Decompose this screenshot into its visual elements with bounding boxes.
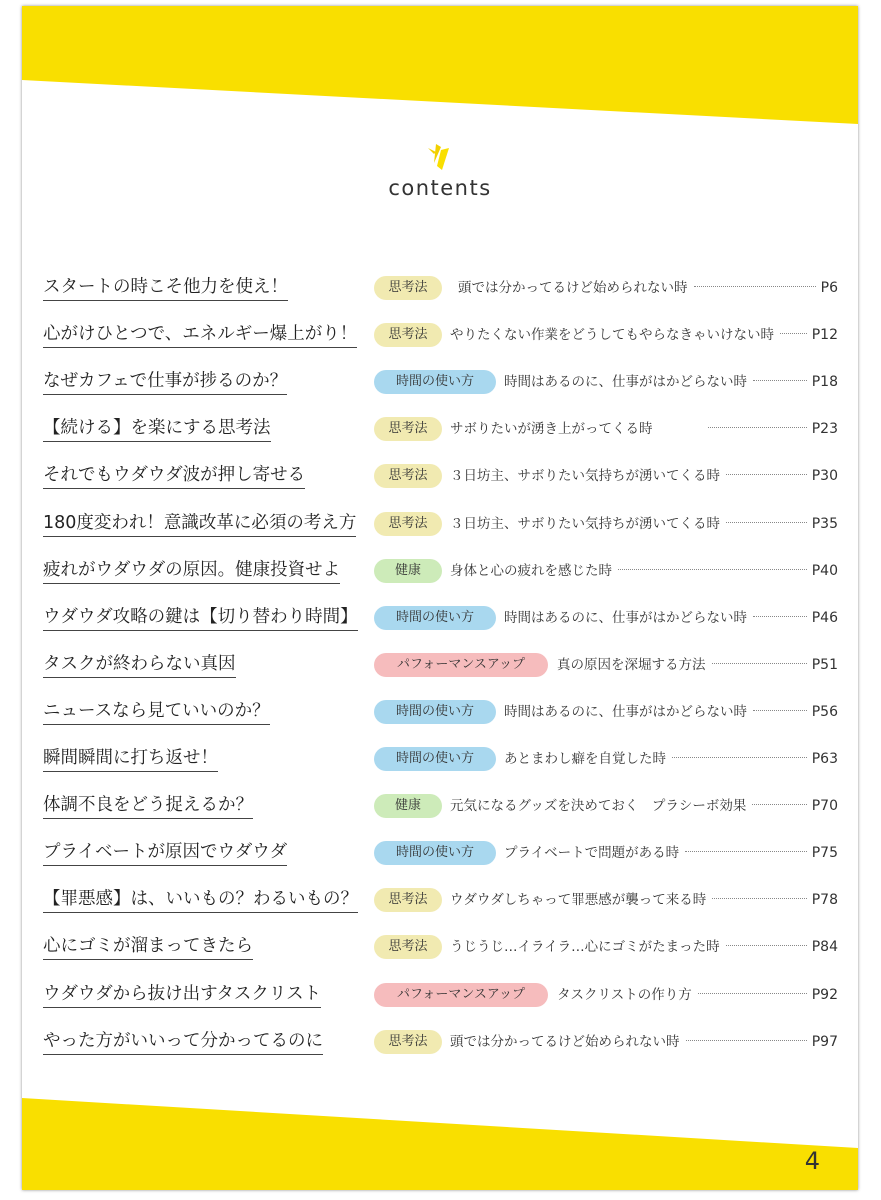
toc-entry-title[interactable]: ニュースなら見ていいのか？ bbox=[43, 700, 270, 725]
toc-entry-description: ３日坊主、サボりたい気持ちが湧いてくる時 bbox=[450, 515, 720, 532]
category-tag: 時間の使い方 bbox=[374, 606, 496, 630]
category-tag: 思考法 bbox=[374, 512, 442, 536]
category-tag: 思考法 bbox=[374, 1030, 442, 1054]
toc-entry-title[interactable]: 【続ける】を楽にする思考法 bbox=[43, 417, 271, 442]
toc-entry-title[interactable]: 心がけひとつで、エネルギー爆上がり！ bbox=[43, 323, 357, 348]
category-tag: 時間の使い方 bbox=[374, 841, 496, 865]
toc-entry-title[interactable]: 【罪悪感】は、いいもの？わるいもの？ bbox=[43, 888, 358, 913]
toc-entry-description: やりたくない作業をどうしてもやらなきゃいけない時 bbox=[450, 327, 774, 344]
toc-page-number: P78 bbox=[811, 892, 838, 909]
toc-page-number: P97 bbox=[811, 1033, 838, 1050]
toc-entry-title[interactable]: やった方がいいって分かってるのに bbox=[43, 1030, 323, 1055]
toc-page-number: P56 bbox=[811, 703, 838, 720]
toc-page-number: P46 bbox=[811, 609, 838, 626]
toc-page-number: P6 bbox=[820, 280, 838, 296]
category-tag: 健康 bbox=[374, 559, 442, 583]
toc-entry-title[interactable]: ウダウダから抜け出すタスクリスト bbox=[43, 983, 321, 1008]
category-tag: 思考法 bbox=[374, 935, 442, 959]
toc-page-number: P63 bbox=[811, 751, 838, 767]
bottom-yellow-band bbox=[22, 6, 858, 1190]
toc-page-number: P23 bbox=[811, 421, 838, 438]
page-number: 4 bbox=[804, 1147, 820, 1175]
toc-entry-description: 頭では分かってるけど始められない時 bbox=[458, 280, 688, 296]
category-tag: 思考法 bbox=[374, 323, 442, 347]
category-tag: 時間の使い方 bbox=[374, 747, 496, 771]
toc-page-number: P40 bbox=[811, 562, 838, 579]
category-tag: 時間の使い方 bbox=[374, 370, 496, 394]
toc-entry-description: プライベートで問題がある時 bbox=[504, 845, 680, 862]
category-tag: パフォーマンスアップ bbox=[374, 983, 548, 1007]
category-tag: 思考法 bbox=[374, 888, 442, 912]
toc-entry-description: 時間はあるのに、仕事がはかどらない時 bbox=[504, 703, 747, 720]
toc-entry-title[interactable]: 瞬間瞬間に打ち返せ！ bbox=[43, 747, 218, 772]
toc-page-number: P18 bbox=[811, 374, 838, 391]
toc-entry-title[interactable]: 180度変われ！意識改革に必須の考え方 bbox=[43, 512, 356, 537]
page-title: contents bbox=[388, 176, 492, 200]
toc-entry-description: 時間はあるのに、仕事がはかどらない時 bbox=[504, 609, 747, 626]
category-tag: 思考法 bbox=[374, 417, 442, 441]
category-tag: 思考法 bbox=[374, 464, 442, 488]
toc-entry-title[interactable]: スタートの時こそ他力を使え！ bbox=[43, 276, 288, 301]
toc-page-number: P51 bbox=[811, 656, 838, 673]
toc-entry-description: うじうじ…イライラ…心にゴミがたまった時 bbox=[450, 939, 720, 956]
toc-entry-title[interactable]: タスクが終わらない真因 bbox=[43, 653, 236, 678]
toc-entry-title[interactable]: それでもウダウダ波が押し寄せる bbox=[43, 464, 305, 489]
category-tag: 健康 bbox=[374, 794, 442, 818]
toc-entry-title[interactable]: なぜカフェで仕事が捗るのか？ bbox=[43, 370, 287, 395]
category-tag: パフォーマンスアップ bbox=[374, 653, 548, 677]
toc-entry-description: タスクリストの作り方 bbox=[557, 986, 692, 1003]
toc-entry-description: あとまわし癖を自覚した時 bbox=[504, 751, 666, 767]
toc-entry-description: 頭では分かってるけど始められない時 bbox=[450, 1033, 680, 1050]
toc-entry-description: 時間はあるのに、仕事がはかどらない時 bbox=[504, 374, 747, 391]
toc-entry-title[interactable]: プライベートが原因でウダウダ bbox=[43, 841, 287, 866]
toc-entry-description: サボりたいが湧き上がってくる時 bbox=[450, 421, 653, 438]
toc-entry-description: 元気になるグッズを決めておく プラシーボ効果 bbox=[450, 798, 747, 815]
toc-page-number: P70 bbox=[811, 798, 838, 815]
toc-page-number: P30 bbox=[811, 468, 838, 485]
toc-entry-title[interactable]: 体調不良をどう捉えるか？ bbox=[43, 794, 253, 819]
toc-entry-description: ３日坊主、サボりたい気持ちが湧いてくる時 bbox=[450, 468, 720, 485]
toc-entry-description: 身体と心の疲れを感じた時 bbox=[450, 562, 612, 579]
toc-page-number: P75 bbox=[811, 845, 838, 862]
toc-entry-title[interactable]: 疲れがウダウダの原因。健康投資せよ bbox=[43, 559, 340, 584]
category-tag: 思考法 bbox=[374, 276, 442, 300]
toc-page-number: P35 bbox=[811, 515, 838, 532]
toc-entry-description: 真の原因を深堀する方法 bbox=[557, 656, 706, 673]
toc-entry-title[interactable]: 心にゴミが溜まってきたら bbox=[43, 935, 253, 960]
toc-page-number: P84 bbox=[811, 939, 838, 956]
document-page bbox=[22, 6, 858, 1190]
category-tag: 時間の使い方 bbox=[374, 700, 496, 724]
toc-entry-description: ウダウダしちゃって罪悪感が襲って来る時 bbox=[450, 892, 707, 909]
toc-page-number: P92 bbox=[811, 986, 838, 1003]
toc-page-number: P12 bbox=[811, 327, 838, 344]
toc-entry-title[interactable]: ウダウダ攻略の鍵は【切り替わり時間】 bbox=[43, 606, 358, 631]
